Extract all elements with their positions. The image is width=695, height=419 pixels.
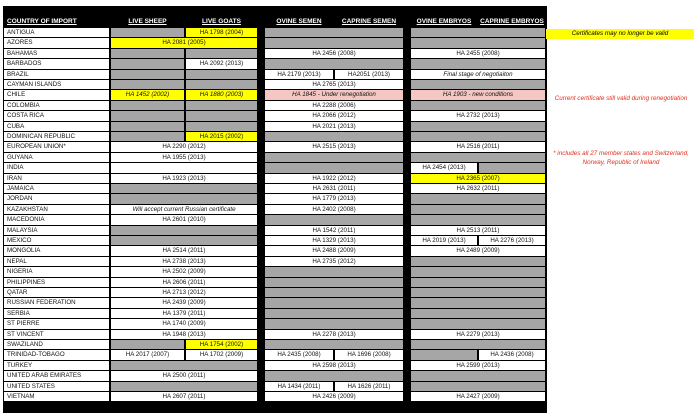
cert-cell-embryos: HA 2516 (2011)	[411, 142, 545, 151]
cert-cell-sheep: HA 2017 (2007)	[111, 350, 184, 359]
cert-cell-livestock: HA 2514 (2011)	[111, 246, 257, 255]
country-cell: NEPAL	[4, 257, 109, 266]
header-country	[4, 6, 109, 28]
cert-cell-embryos	[411, 101, 545, 110]
cert-cell-caprine-embryos: HA 2436 (2008)	[479, 350, 545, 359]
cert-cell-embryos: HA 2365 (2007)	[411, 174, 545, 183]
cert-cell-embryos: HA 1903 - new conditions	[411, 90, 545, 99]
cert-cell-embryos: HA 2455 (2008)	[411, 49, 545, 58]
country-cell: CHILE	[4, 90, 109, 99]
cert-cell-ovine-semen: HA 2435 (2008)	[265, 350, 333, 359]
cert-cell-semen	[265, 153, 403, 162]
cert-cell-caprine-semen: HA 1626 (2011)	[335, 382, 403, 391]
cert-cell-semen	[265, 28, 403, 37]
cert-cell-ovine-embryos: HA 2454 (2013)	[411, 163, 477, 172]
cert-cell-livestock: HA 2601 (2010)	[111, 215, 257, 224]
cert-cell-goats	[186, 122, 257, 131]
cert-cell-embryos: HA 2427 (2009)	[411, 392, 545, 401]
cert-cell-embryos	[411, 267, 545, 276]
cert-cell-caprine-embryos	[479, 163, 545, 172]
country-cell: DOMINICAN REPUBLIC	[4, 132, 109, 141]
cert-cell-sheep	[111, 59, 184, 68]
cert-cell-embryos	[411, 382, 545, 391]
cert-cell-semen	[265, 267, 403, 276]
cert-cell-semen: HA 1329 (2013)	[265, 236, 403, 245]
country-cell: RUSSIAN FEDERATION	[4, 298, 109, 307]
cert-cell-semen: HA 2631 (2011)	[265, 184, 403, 193]
header-ovine-semen-label: OVINE SEMEN	[276, 18, 322, 26]
cert-cell-semen: HA 2288 (2006)	[265, 101, 403, 110]
cert-cell-livestock: HA 1740 (2009)	[111, 319, 257, 328]
cert-cell-semen: HA 1779 (2013)	[265, 194, 403, 203]
cert-cell-ovine-semen: HA 1434 (2011)	[265, 382, 333, 391]
cert-cell-semen: HA 2765 (2013)	[265, 80, 403, 89]
cert-cell-livestock: HA 1923 (2013)	[111, 174, 257, 183]
country-cell: SERBIA	[4, 309, 109, 318]
cert-cell-embryos	[411, 59, 545, 68]
cert-cell-caprine-semen: HA 1696 (2008)	[335, 350, 403, 359]
cert-cell-embryos	[411, 371, 545, 380]
header-ovine-embryos	[411, 6, 477, 28]
cert-cell-livestock	[111, 184, 257, 193]
cert-cell-semen	[265, 59, 403, 68]
country-cell: MACEDONIA	[4, 215, 109, 224]
cert-cell-semen	[265, 38, 403, 47]
country-cell: IRAN	[4, 174, 109, 183]
country-cell: QATAR	[4, 288, 109, 297]
cert-cell-sheep: HA 1452 (2002)	[111, 90, 184, 99]
note-antigua-text: Certificates may no longer be valid	[571, 30, 669, 37]
cert-cell-embryos	[411, 132, 545, 141]
cert-cell-embryos	[411, 215, 545, 224]
cert-cell-semen	[265, 309, 403, 318]
cert-cell-semen	[265, 132, 403, 141]
country-cell: TRINIDAD-TOBAGO	[4, 350, 109, 359]
header-caprine-semen	[335, 6, 403, 28]
cert-cell-goats	[186, 111, 257, 120]
country-cell: COLOMBIA	[4, 101, 109, 110]
country-cell: CUBA	[4, 122, 109, 131]
country-cell: UNITED STATES	[4, 382, 109, 391]
cert-cell-sheep	[111, 122, 184, 131]
cert-cell-goats	[186, 80, 257, 89]
cert-cell-livestock	[111, 382, 257, 391]
country-cell: VIETNAM	[4, 392, 109, 401]
cert-cell-sheep	[111, 111, 184, 120]
cert-cell-embryos: Final stage of negotiaiton	[411, 70, 545, 79]
cert-cell-embryos: HA 2632 (2011)	[411, 184, 545, 193]
cert-cell-embryos	[411, 194, 545, 203]
cert-cell-livestock: HA 2607 (2011)	[111, 392, 257, 401]
country-cell: JORDAN	[4, 194, 109, 203]
header-goats	[186, 6, 257, 28]
cert-cell-livestock: HA 2502 (2009)	[111, 267, 257, 276]
cert-cell-embryos: HA 2489 (2009)	[411, 246, 545, 255]
country-cell: MONGOLIA	[4, 246, 109, 255]
note-antigua	[546, 29, 694, 39]
cert-cell-sheep	[111, 70, 184, 79]
note-eu	[551, 150, 691, 167]
country-cell: MEXICO	[4, 236, 109, 245]
cert-cell-livestock: HA 2439 (2009)	[111, 298, 257, 307]
note-chile	[551, 95, 691, 104]
country-cell: KAZAKHSTAN	[4, 205, 109, 214]
country-cell: COSTA RICA	[4, 111, 109, 120]
cert-cell-semen: HA 2402 (2008)	[265, 205, 403, 214]
cert-cell-livestock	[111, 236, 257, 245]
country-cell: ST VINCENT	[4, 330, 109, 339]
country-cell: JAMAICA	[4, 184, 109, 193]
country-cell: BRAZIL	[4, 70, 109, 79]
header-ovine-embryos-label: OVINE EMBRYOS	[416, 18, 472, 26]
cert-cell-livestock: HA 2500 (2011)	[111, 371, 257, 380]
cert-cell-semen	[265, 215, 403, 224]
cert-cell-livestock	[111, 163, 257, 172]
cert-cell-semen: HA 2278 (2013)	[265, 330, 403, 339]
country-cell: NIGERIA	[4, 267, 109, 276]
cert-cell-livestock: HA 2081 (2005)	[111, 38, 257, 47]
country-cell: INDIA	[4, 163, 109, 172]
cert-cell-semen: HA 2515 (2013)	[265, 142, 403, 151]
cert-cell-livestock: HA 2290 (2012)	[111, 142, 257, 151]
cert-cell-goats: HA 2015 (2002)	[186, 132, 257, 141]
cert-cell-semen	[265, 371, 403, 380]
cert-cell-semen: HA 2456 (2008)	[265, 49, 403, 58]
cert-cell-embryos	[411, 288, 545, 297]
cert-cell-embryos	[411, 28, 545, 37]
cert-cell-semen	[265, 278, 403, 287]
cert-cell-semen	[265, 319, 403, 328]
cert-cell-livestock: HA 1948 (2013)	[111, 330, 257, 339]
cert-cell-semen: HA 2735 (2012)	[265, 257, 403, 266]
cert-cell-ovine-embryos	[411, 350, 477, 359]
cert-cell-embryos	[411, 38, 545, 47]
cert-cell-semen	[265, 163, 403, 172]
cert-cell-embryos	[411, 319, 545, 328]
cert-cell-livestock: HA 1379 (2011)	[111, 309, 257, 318]
cert-cell-goats	[186, 70, 257, 79]
country-cell: BAHAMAS	[4, 49, 109, 58]
import-certificates-table	[3, 6, 547, 413]
cert-cell-embryos	[411, 298, 545, 307]
cert-cell-semen: HA 2021 (2013)	[265, 122, 403, 131]
cert-cell-embryos	[411, 205, 545, 214]
country-cell: ST PIERRE	[4, 319, 109, 328]
cert-cell-goats	[186, 101, 257, 110]
note-chile-text: Current certificate still valid during renegotiation	[554, 95, 688, 102]
cert-cell-sheep	[111, 49, 184, 58]
cert-cell-goats: HA 1880 (2003)	[186, 90, 257, 99]
cert-cell-semen: HA 2598 (2013)	[265, 361, 403, 370]
country-cell: GUYANA	[4, 153, 109, 162]
cert-cell-livestock	[111, 361, 257, 370]
cert-cell-goats: HA 1702 (2009)	[186, 350, 257, 359]
cert-cell-embryos	[411, 80, 545, 89]
cert-cell-semen: HA 2426 (2009)	[265, 392, 403, 401]
header-caprine-semen-label: CAPRINE SEMEN	[341, 18, 397, 26]
country-cell: MALAYSIA	[4, 226, 109, 235]
cert-cell-sheep	[111, 80, 184, 89]
cert-cell-embryos	[411, 153, 545, 162]
cert-cell-caprine-semen: HA2051 (2013)	[335, 70, 403, 79]
country-cell: PHILIPPINES	[4, 278, 109, 287]
header-ovine-semen	[265, 6, 333, 28]
cert-cell-livestock	[111, 194, 257, 203]
cert-cell-livestock	[111, 226, 257, 235]
cert-cell-livestock: HA 2606 (2011)	[111, 278, 257, 287]
note-eu-text: * includes all 27 member states and Switzerland, Norway, Republic of Ireland	[553, 150, 689, 166]
cert-cell-caprine-embryos: HA 2276 (2013)	[479, 236, 545, 245]
header-country-label: COUNTRY OF IMPORT	[7, 18, 77, 26]
cert-cell-semen: HA 1542 (2011)	[265, 226, 403, 235]
cert-cell-goats: HA 1798 (2004)	[186, 28, 257, 37]
cert-cell-embryos	[411, 278, 545, 287]
cert-cell-ovine-embryos: HA 2019 (2013)	[411, 236, 477, 245]
country-cell: UNITED ARAB EMIRATES	[4, 371, 109, 380]
cert-cell-goats	[186, 49, 257, 58]
cert-cell-semen: HA 2066 (2012)	[265, 111, 403, 120]
header-caprine-embryos-label: CAPRINE EMBRYOS	[480, 18, 544, 26]
cert-cell-livestock: HA 2738 (2013)	[111, 257, 257, 266]
header-goats-label: LIVE GOATS	[202, 18, 241, 26]
cert-cell-embryos	[411, 257, 545, 266]
country-cell: SWAZILAND	[4, 340, 109, 349]
cert-cell-livestock: HA 2713 (2012)	[111, 288, 257, 297]
header-caprine-embryos	[479, 6, 545, 28]
cert-cell-goats: HA 1754 (2002)	[186, 340, 257, 349]
cert-cell-embryos	[411, 309, 545, 318]
country-cell: AZORES	[4, 38, 109, 47]
cert-cell-semen: HA 2488 (2009)	[265, 246, 403, 255]
cert-cell-sheep	[111, 132, 184, 141]
cert-cell-embryos: HA 2732 (2013)	[411, 111, 545, 120]
cert-cell-sheep	[111, 340, 184, 349]
cert-cell-embryos: HA 2513 (2011)	[411, 226, 545, 235]
cert-cell-semen: HA 1845 - Under renegotiation	[265, 90, 403, 99]
country-cell: CAYMAN ISLANDS	[4, 80, 109, 89]
cert-cell-semen	[265, 288, 403, 297]
cert-cell-embryos: HA 2599 (2013)	[411, 361, 545, 370]
country-cell: TURKEY	[4, 361, 109, 370]
cert-cell-semen	[265, 340, 403, 349]
cert-cell-livestock: Will accept current Russian certificate	[111, 205, 257, 214]
header-sheep	[111, 6, 184, 28]
country-cell: ANTIGUA	[4, 28, 109, 37]
cert-cell-embryos: HA 2279 (2013)	[411, 330, 545, 339]
cert-cell-sheep	[111, 101, 184, 110]
country-cell: BARBADOS	[4, 59, 109, 68]
cert-cell-embryos	[411, 340, 545, 349]
cert-cell-livestock: HA 1955 (2013)	[111, 153, 257, 162]
cert-cell-semen	[265, 298, 403, 307]
cert-cell-embryos	[411, 122, 545, 131]
cert-cell-semen: HA 1922 (2012)	[265, 174, 403, 183]
cert-cell-ovine-semen: HA 2179 (2013)	[265, 70, 333, 79]
cert-cell-sheep	[111, 28, 184, 37]
country-cell: EUROPEAN UNION*	[4, 142, 109, 151]
cert-cell-goats: HA 2092 (2013)	[186, 59, 257, 68]
header-sheep-label: LIVE SHEEP	[128, 18, 167, 26]
